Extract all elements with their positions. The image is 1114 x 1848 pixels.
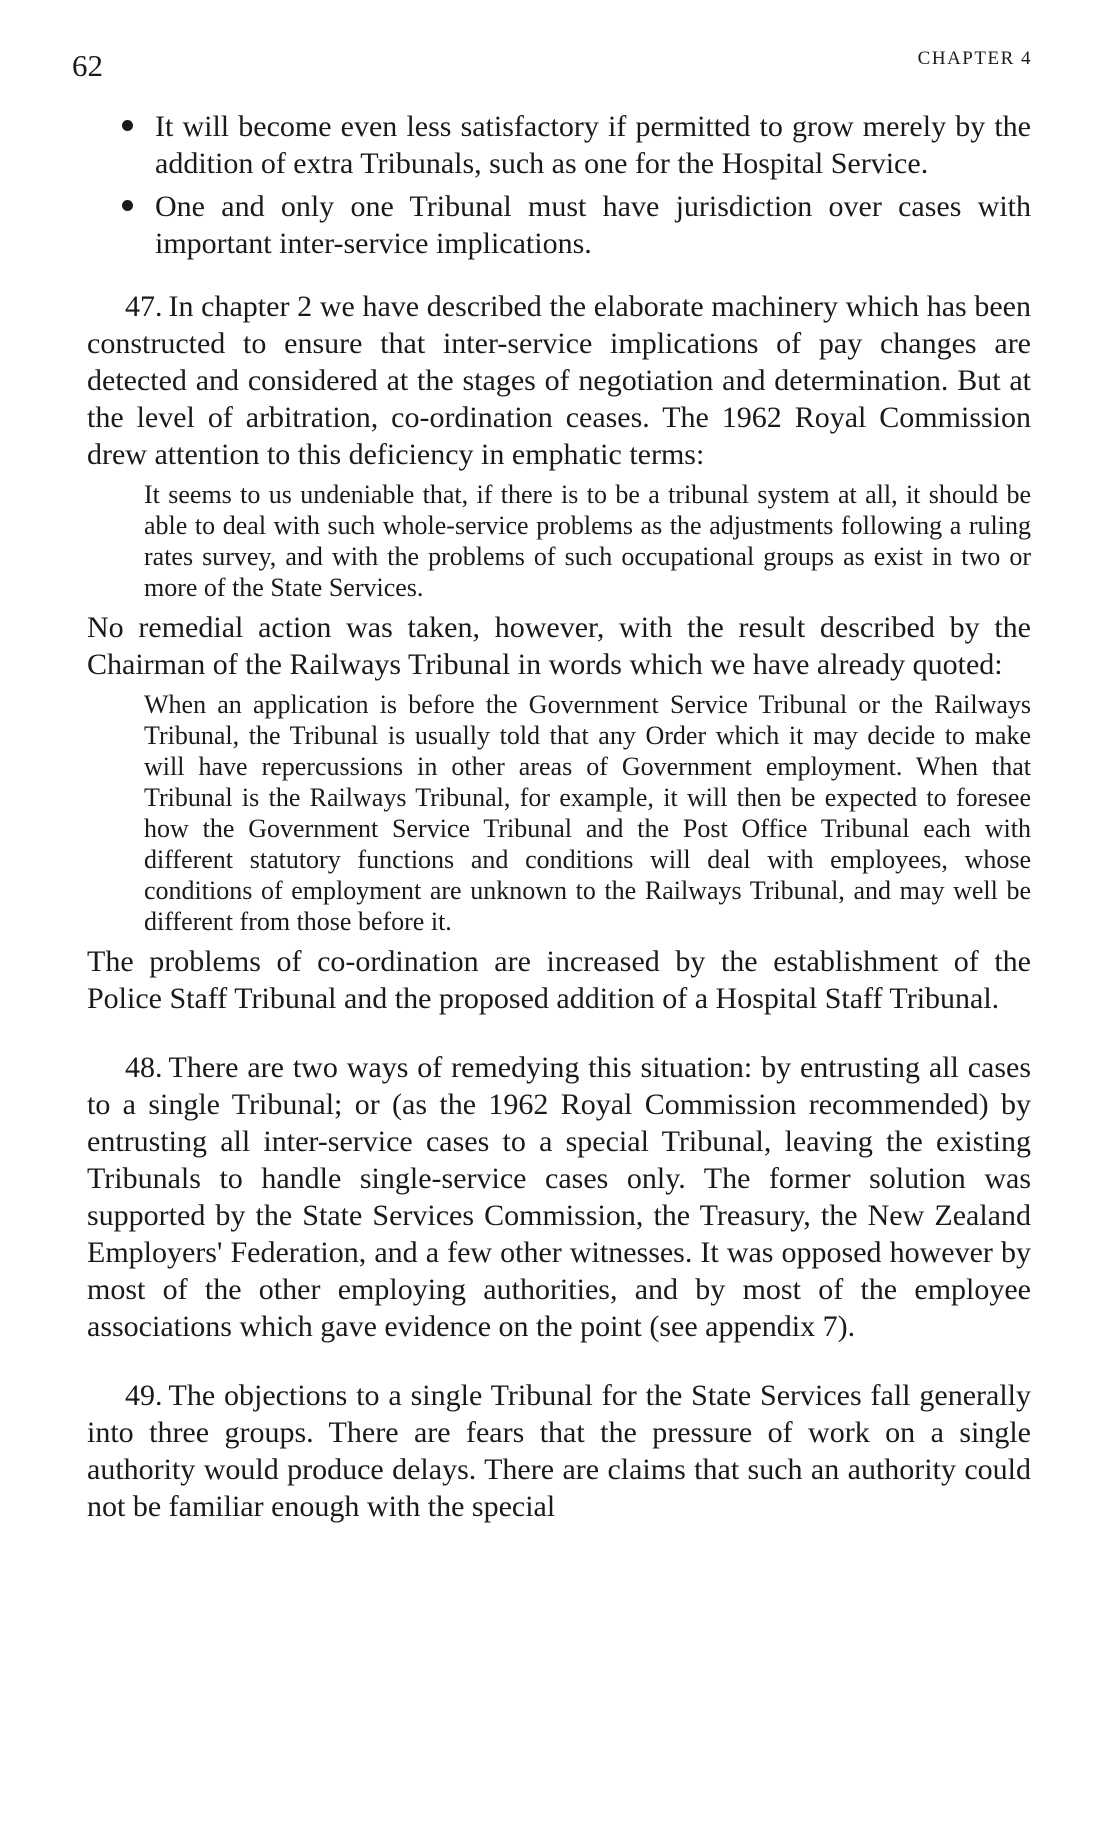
- paragraph-continuation: No remedial action was taken, however, with the result described by the Chairman of the Railways Tribunal in words which we have already quoted:: [87, 611, 1031, 681]
- paragraph-48: [87, 1049, 1031, 1345]
- paragraph-text: There are two ways of remedying this situation: by entrusting all cases to a single Tribunal; or (as the 1962 Royal Commission recommended) by entrusting all inter-service cases to a special Tribunal, leaving the existing Tribunals to handle single-service cases only. The former solution was supported by the State Services Commission, the Treasury, the New Zealand Employers' Federation, and a few other witnesses. It was opposed however by most of the other employing authorities, and by most of the employee associations which gave evidence on the point (see appendix 7).: [87, 1051, 1031, 1343]
- bullet-list: [87, 108, 1031, 262]
- bullet-icon: [122, 200, 133, 211]
- paragraph-number: 49.: [125, 1379, 163, 1412]
- block-quote-railways-tribunal: When an application is before the Government Service Tribunal or the Railways Tribunal, the Tribunal is usually told that any Order which it may decide to make will have repercussions in other areas of Government employment. When that Tribunal is the Railways Tribunal, for example, it will then be expected to foresee how the Government Service Tribunal and the Post Office Tribunal each with different statutory functions and conditions will deal with employees, whose conditions of employment are unknown to the Railways Tribunal, and may well be different from those before it.: [144, 690, 1031, 936]
- paragraph-text: In chapter 2 we have described the elaborate machinery which has been constructed to ensure that inter-service implications of pay changes are detected and considered at the stages of negotiation and determination. But at the level of arbitration, co-ordination ceases. The 1962 Royal Commission drew attention to this deficiency in emphatic terms:: [87, 290, 1031, 471]
- bullet-text: One and only one Tribunal must have jurisdiction over cases with important inter-service implications.: [155, 190, 1031, 260]
- bullet-item: [87, 188, 1031, 262]
- paragraph-closing: The problems of co-ordination are increased by the establishment of the Police Staff Tribunal and the proposed addition of a Hospital Staff Tribunal.: [87, 945, 1031, 1015]
- paragraph-49: [87, 1377, 1031, 1525]
- paragraph-number: 47.: [125, 290, 163, 323]
- page-number: 62: [72, 48, 103, 83]
- bullet-item: [87, 108, 1031, 182]
- block-quote-royal-commission: It seems to us undeniable that, if there is to be a tribunal system at all, it should be able to deal with such whole-service problems as the adjustments following a ruling rates survey, and with the problems of such occupational groups as exist in two or more of the State Services.: [144, 480, 1031, 602]
- paragraph-text: The objections to a single Tribunal for the State Services fall generally into three groups. There are fears that the pressure of work on a single authority would produce delays. There are claims that such an authority could not be familiar enough with the special: [87, 1379, 1031, 1523]
- running-head: CHAPTER 4: [917, 48, 1032, 69]
- bullet-text: It will become even less satisfactory if permitted to grow merely by the addition of extra Tribunals, such as one for the Hospital Service.: [155, 110, 1031, 180]
- body-text: [87, 108, 1031, 1525]
- bullet-icon: [122, 120, 133, 131]
- paragraph-number: 48.: [125, 1051, 163, 1084]
- page-header: [72, 40, 1032, 83]
- paragraph-47: [87, 288, 1031, 473]
